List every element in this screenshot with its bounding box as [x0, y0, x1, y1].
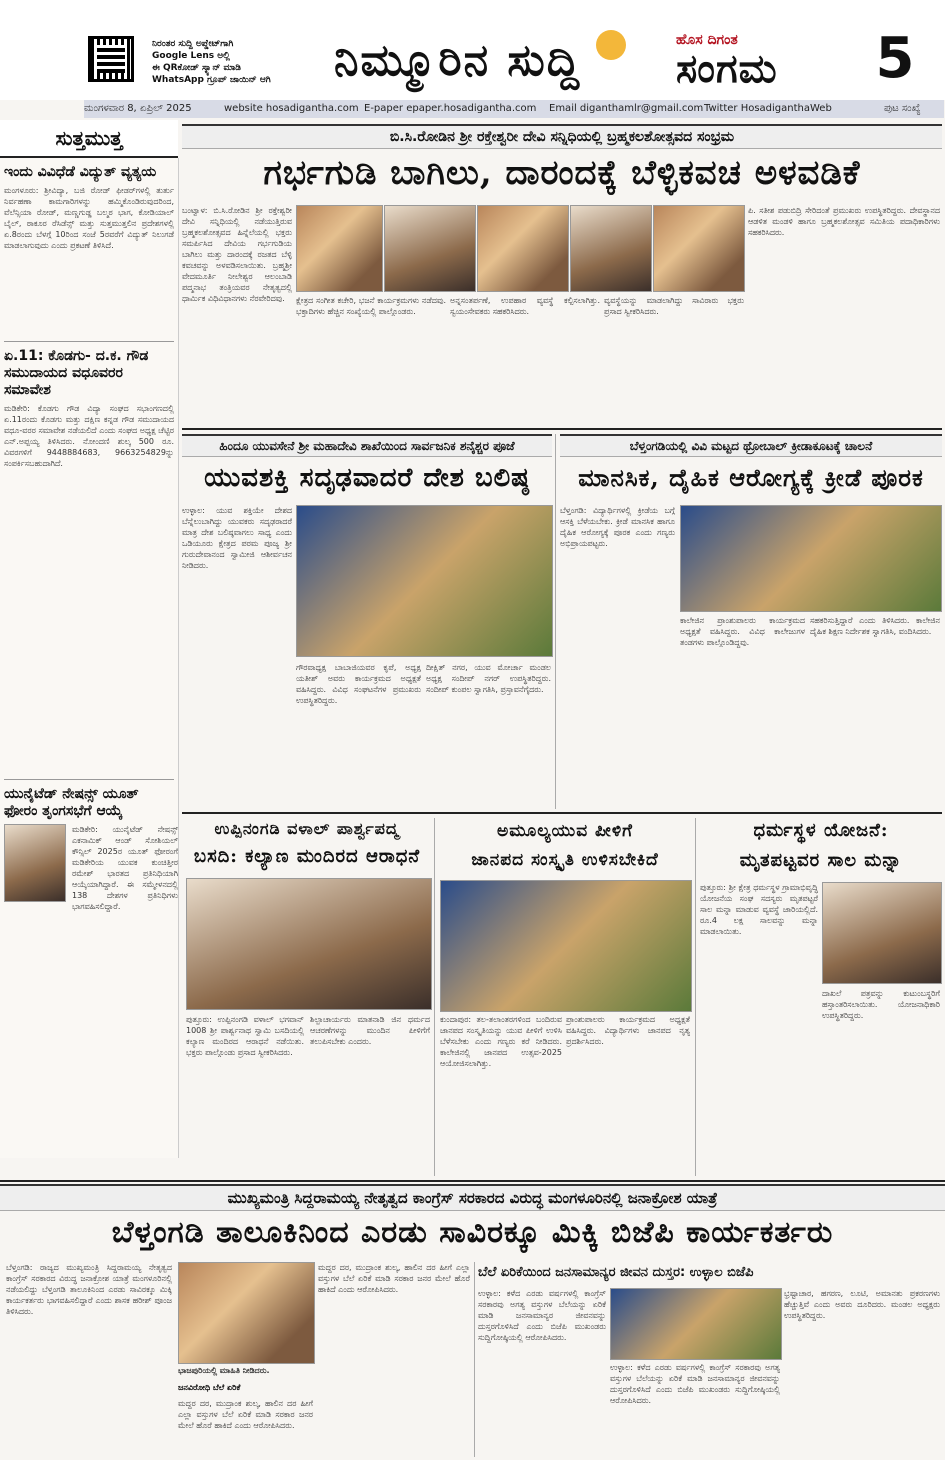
temple-photo-1 [296, 205, 383, 292]
yuva-headline: ಯುವಶಕ್ತಿ ಸದೃಢವಾದರೆ ದೇಶ ಬಲಿಷ್ಠ [204, 463, 530, 493]
bjp-right-kicker: ಬೆಲೆ ಏರಿಕೆಯಿಂದ ಜನಸಾಮಾನ್ಯರ ಜೀವನ ದುಸ್ತರ: ಉಳ್ಳಾಲ ಬಿಜೆಪಿ [478, 1265, 754, 1280]
yuva-text-left: ಉಳ್ಳಾಲ: ಯುವ ಶಕ್ತಿಯೇ ದೇಶದ ಬೆನ್ನೆಲುಬಾಗಿದ್ದು ಯುವಕರು ಸದೃಢರಾದರೆ ಮಾತ್ರ ದೇಶ ಬಲಿಷ್ಠವಾಗಲು ಸಾಧ್ಯ ಎಂದು ಒಡಿಯೂರು ಕ್ಷೇತ್ರದ ಪರಮ ಪೂಜ್ಯ ಶ್ರೀ ಗುರುದೇವಾನಂದ ಸ್ವಾಮೀಜಿ ಆಶೀರ್ವಚನ ನೀಡಿದರು. [182, 506, 292, 570]
sports-photo [680, 505, 942, 612]
basadi-text: ಪುತ್ತೂರು: ಉಪ್ಪಿನಂಗಡಿ ವಳಾಲ್ ಭಗವಾನ್ 1008 ಶ್ರೀ ಪಾರ್ಶ್ವನಾಥ ಸ್ವಾಮಿ ಬಸದಿಯಲ್ಲಿ ಕಲ್ಯಾಣ ಮಂದಿರದ ಆರಾಧನೆ ನಡೆಯಿತು. ಭಕ್ತರು ಪಾಲ್ಗೊಂಡು ಪ್ರಸಾದ ಸ್ವೀಕರಿಸಿದರು. [186, 1015, 304, 1057]
yuva-text-right: ದೀಕ್ಷಿತ್ ನಗರ, ಯುವ ಮೋರ್ಚಾ ಮಂಡಲ ಅಧ್ಯಕ್ಷ ಸಂದೀಪ್ ನಗರ್ ಉಪಸ್ಥಿತರಿದ್ದರು. ಸಂದೀಪ್ ಕುಂಪಲ ಸ್ವಾಗತಿಸಿ, ಪ್ರಸ್ತಾವನೆಗೈದರು. [426, 663, 551, 694]
lead-text-mid-1: ಕ್ಷೇತ್ರದ ಸಂಗೀತ ಕಚೇರಿ, ಭಜನೆ ಕಾರ್ಯಕ್ರಮಗಳು ನಡೆದವು. ಭಕ್ತಾದಿಗಳು ಹೆಚ್ಚಿನ ಸಂಖ್ಯೆಯಲ್ಲಿ ಪಾಲ್ಗೊಂಡರು. [296, 296, 446, 316]
basadi-headline-2: ಬಸದಿ: ಕಲ್ಯಾಣ ಮಂದಿರದ ಆರಾಧನೆ [193, 846, 421, 867]
bjp-text-right-mid: ಉಳ್ಳಾಲ: ಕಳೆದ ಎರಡು ವರ್ಷಗಳಲ್ಲಿ ಕಾಂಗ್ರೆಸ್ ಸರಕಾರವು ಅಗತ್ಯ ವಸ್ತುಗಳ ಬೆಲೆಯನ್ನು ಏರಿಕೆ ಮಾಡಿ ಜನಸಾಮಾನ್ಯರ ಜೀವನವನ್ನು ದುಸ್ತರಗೊಳಿಸಿದೆ ಎಂದು ಬಿಜೆಪಿ ಮುಖಂಡರು ಸುದ್ದಿಗೋಷ್ಠಿಯಲ್ಲಿ ಆರೋಪಿಸಿದರು. [610, 1363, 780, 1405]
sports-text-left: ಬೆಳ್ತಂಗಡಿ: ವಿದ್ಯಾರ್ಥಿಗಳಲ್ಲಿ ಕ್ರೀಡೆಯ ಬಗ್ಗೆ ಆಸಕ್ತಿ ಬೆಳೆಯಬೇಕು. ಕ್ರೀಡೆ ಮಾನಸಿಕ ಹಾಗೂ ದೈಹಿಕ ಆರೋಗ್ಯಕ್ಕೆ ಪೂರಕ ಎಂದು ಗಣ್ಯರು ಅಭಿಪ್ರಾಯಪಟ್ಟರು. [560, 506, 675, 548]
left-story-1-text: ಮಂಗಳೂರು: ಶ್ರೀವಿದ್ಯಾ, ಬಜಿ ರೋಡ್ ಫೀಡರ್‌ಗಳಲ್ಲಿ ತುರ್ತು ನಿರ್ವಹಣಾ ಕಾಮಗಾರಿಗಳನ್ನು ಹಮ್ಮಿಕೊಂಡಿರುವುದರಿಂದ, ವೆಲೆನ್ಸಿಯಾ ರೋಡ್, ಮಣ್ಣಗುಡ್ಡ ಬಲ್ಮಠ ಭಾಗ, ಕೋಡಿಯಾಲ್ ಬೈಲ್, ಠಾಕೂರ ರೆಸಿಡೆನ್ಸ್ ಮತ್ತು ಸುತ್ತಮುತ್ತಲಿನ ಪ್ರದೇಶಗಳಲ್ಲಿ ಏ.8ರಂದು ಬೆಳಗ್ಗೆ 10ರಿಂದ ಸಂಜೆ 5ರವರೆಗೆ ವಿದ್ಯುತ್ ನಿಲುಗಡೆ ಮಾಡಲಾಗುವುದು ಎಂದು ಪ್ರಕಟಣೆ ತಿಳಿಸಿದೆ. [4, 186, 174, 250]
left-story-3-headline: ಯುನೈಟೆಡ್ ನೇಷನ್ಸ್ ಯೂತ್ ಫೋರಂ ತೃಂಗಸಭೆಗೆ ಆಯ್ಕೆ [4, 786, 139, 819]
lead-kicker: ಬಿ.ಸಿ.ರೋಡಿನ ಶ್ರೀ ರಕ್ತೇಶ್ವರೀ ದೇವಿ ಸನ್ನಿಧಿಯಲ್ಲಿ ಬ್ರಹ್ಮಕಲಶೋತ್ಸವದ ಸಂಭ್ರಮ [182, 124, 942, 149]
temple-photo-5 [653, 205, 745, 292]
epaper-link[interactable]: E-paper epaper.hosadigantha.com [364, 103, 537, 114]
supplement-title: ಸಂಗಮ [676, 46, 778, 92]
info-bar [84, 100, 944, 118]
temple-photo-2 [384, 205, 476, 292]
temple-photo-4 [570, 205, 652, 292]
page-label: ಪುಟ ಸಂಖ್ಯೆ [884, 103, 921, 114]
dharmasthala-photo [822, 882, 942, 984]
bjp-photo [178, 1262, 315, 1364]
basadi-text-2: ಶಿಲ್ಪಾಚಾರ್ಯರು ಮಾತನಾಡಿ ಜಿನ ಧರ್ಮದ ಆಚರಣೆಗಳನ್ನು ಮುಂದಿನ ಪೀಳಿಗೆಗೆ ತಲುಪಿಸಬೇಕು ಎಂದರು. [310, 1015, 430, 1046]
lead-text-left: ಬಂಟ್ವಾಳ: ಬಿ.ಸಿ.ರೋಡಿನ ಶ್ರೀ ರಕ್ತೇಶ್ವರೀ ದೇವಿ ಸನ್ನಿಧಿಯಲ್ಲಿ ನಡೆಯುತ್ತಿರುವ ಬ್ರಹ್ಮಕಲಶೋತ್ಸವದ ಹಿನ್ನೆಲೆಯಲ್ಲಿ ಭಕ್ತರು ಸಮರ್ಪಿಸಿದ ದೇವಿಯ ಗರ್ಭಗುಡಿಯ ಬಾಗಿಲು ಮತ್ತು ದಾರಂದಕ್ಕೆ ರಜತದ ಬೆಳ್ಳಿ ಕವಚವನ್ನು ಅಳವಡಿಸಲಾಯಿತು. ಬ್ರಹ್ಮಶ್ರೀ ವೇದಮೂರ್ತಿ ನೀಲೇಶ್ವರ ಆಲಂಬಾಡಿ ಪದ್ಮನಾಭ ತಂತ್ರಿಯವರ ನೇತೃತ್ವದಲ್ಲಿ ಧಾರ್ಮಿಕ ವಿಧಿವಿಧಾನಗಳು ನೆರವೇರಿದವು. [182, 206, 292, 303]
dharmasthala-text: ಪುತ್ತೂರು: ಶ್ರೀ ಕ್ಷೇತ್ರ ಧರ್ಮಸ್ಥಳ ಗ್ರಾಮಾಭಿವೃದ್ಧಿ ಯೋಜನೆಯ ಸಂಘ ಸದಸ್ಯರು ಮೃತಪಟ್ಟರೆ ಸಾಲ ಮನ್ನಾ ಮಾಡುವ ವ್ಯವಸ್ಥೆ ಜಾರಿಯಲ್ಲಿದೆ. ರೂ.4 ಲಕ್ಷ ಸಾಲವನ್ನು ಮನ್ನಾ ಮಾಡಲಾಯಿತು. [700, 883, 818, 936]
section-tag: ಸುತ್ತಮುತ್ತ [0, 120, 178, 158]
sports-text-right: ಸಹಕರಿಸುತ್ತಿದ್ದಾರೆ ಎಂದು ತಿಳಿಸಿದರು. ಕಾಲೇಜಿನ ದೈಹಿಕ ಶಿಕ್ಷಣ ನಿರ್ದೇಶಕ ಸ್ವಾಗತಿಸಿ, ವಂದಿಸಿದರು. [810, 616, 940, 636]
left-story-2-headline: ಏ.11: ಕೊಡಗು- ದ.ಕ. ಗೌಡ ಸಮುದಾಯದ ವಧೂವರರ ಸಮಾವೇಶ [4, 348, 149, 398]
qr-text-1: ನಿರಂತರ ಸುದ್ದಿ ಅಪ್ಡೇಟ್‌ಗಾಗಿ [152, 39, 234, 49]
page-section-title: ನಿಮ್ಮೂರಿನ ಸುದ್ದಿ [334, 35, 582, 86]
dharmasthala-headline-1: ಧರ್ಮಸ್ಥಳ ಯೋಜನೆ: [753, 820, 889, 841]
lead-text-mid-2: ಅನ್ನಸಂತರ್ಪಣೆ, ಉಪಹಾರ ವ್ಯವಸ್ಥೆ ಕಲ್ಪಿಸಲಾಗಿತ್ತು. ಸ್ವಯಂಸೇವಕರು ಸಹಕರಿಸಿದರು. [450, 296, 600, 316]
page-number: 5 [875, 26, 915, 91]
left-column [0, 158, 179, 1158]
basadi-headline-1: ಉಪ್ಪಿನಂಗಡಿ ವಳಾಲ್ ಪಾರ್ಶ್ವಪದ್ಮ [214, 819, 400, 838]
sports-kicker: ಬೆಳ್ತಂಗಡಿಯಲ್ಲಿ ವಿವಿ ಮಟ್ಟದ ಥ್ರೋಬಾಲ್ ಕ್ರೀಡಾಕೂಟಕ್ಕೆ ಚಾಲನೆ [560, 434, 942, 457]
bjp-text-right-2: ಭ್ರಷ್ಟಾಚಾರ, ಹಗರಣ, ಲೂಟಿ, ಅಮಾನತು ಪ್ರಕರಣಗಳು ಹೆಚ್ಚುತ್ತಿವೆ ಎಂದು ಅವರು ದೂರಿದರು. ಮಂಡಲ ಅಧ್ಯಕ್ಷರು ಉಪಸ್ಥಿತರಿದ್ದರು. [784, 1289, 940, 1320]
lead-text-right: ಪಿ. ಸತೀಶ ಪಡುಬಿದ್ರಿ ಸೇರಿದಂತೆ ಪ್ರಮುಖರು ಉಪಸ್ಥಿತರಿದ್ದರು. ದೇವಸ್ಥಾನದ ಆಡಳಿತ ಮಂಡಳಿ ಹಾಗೂ ಬ್ರಹ್ಮಕಲಶೋತ್ಸವ ಸಮಿತಿಯ ಪದಾಧಿಕಾರಿಗಳು ಸಹಕರಿಸಿದರು. [748, 206, 940, 237]
bjp-press-photo [610, 1288, 782, 1360]
yuva-photo [296, 505, 553, 657]
edition-date: ಮಂಗಳವಾರ 8, ಏಪ್ರಿಲ್ 2025 [84, 103, 192, 114]
bjp-headline: ಬೆಳ್ತಂಗಡಿ ತಾಲೂಕಿನಿಂದ ಎರಡು ಸಾವಿರಕ್ಕೂ ಮಿಕ್ಕಿ ಬಿಜೆಪಿ ಕಾರ್ಯಕರ್ತರು [111, 1215, 834, 1250]
lead-text-mid-3: ವ್ಯವಸ್ಥೆಯನ್ನು ಮಾಡಲಾಗಿದ್ದು ಸಾವಿರಾರು ಭಕ್ತರು ಪ್ರಸಾದ ಸ್ವೀಕರಿಸಿದರು. [604, 296, 744, 316]
janapada-headline-2: ಜಾನಪದ ಸಂಸ್ಕೃತಿ ಉಳಿಸಬೇಕಿದೆ [471, 850, 659, 870]
qr-instructions [152, 38, 332, 86]
twitter-link[interactable]: Twitter HosadiganthaWeb [704, 103, 832, 114]
sun-icon [596, 30, 626, 60]
yuva-text-mid: ಗೌರವಾಧ್ಯಕ್ಷ ಬಾಬಾಜಿಯವರ ಕೃಪೆ, ಅಧ್ಯಕ್ಷ ಯತೀಶ್ ಅವರು ಕಾರ್ಯಕ್ರಮದ ಅಧ್ಯಕ್ಷತೆ ವಹಿಸಿದ್ದರು. ವಿವಿಧ ಸಂಘಟನೆಗಳ ಪ್ರಮುಖರು ಉಪಸ್ಥಿತರಿದ್ದರು. [296, 663, 421, 705]
dharmasthala-headline-2: ಮೃತಪಟ್ಟವರ ಸಾಲ ಮನ್ನಾ [739, 850, 903, 871]
website-link[interactable]: website hosadigantha.com [224, 103, 359, 114]
bjp-photo-caption: ಭಾಜಪುರಿಯಲ್ಲಿ ಮಾಹಿತಿ ನೀಡಿದರು. [178, 1366, 270, 1375]
janapada-text-2: ಪ್ರಾಂಶುಪಾಲರು ಕಾರ್ಯಕ್ರಮದ ಅಧ್ಯಕ್ಷತೆ ವಹಿಸಿದ್ದರು. ವಿದ್ಯಾರ್ಥಿಗಳು ಜಾನಪದ ನೃತ್ಯ ಪ್ರದರ್ಶಿಸಿದರು. [566, 1015, 690, 1046]
janapada-photo [440, 880, 692, 1012]
left-story-3-text: ಮಡಿಕೇರಿ: ಯುನೈಟೆಡ್ ನೇಷನ್ಸ್ ಎಕನಾಮಿಕ್ ಆಂಡ್ ಸೋಶಿಯಲ್ ಕೌನ್ಸಿಲ್ 2025ರ ಯೂತ್ ಫೋರಂಗೆ ಮಡಿಕೇರಿಯ ಯುವಕ ಕುಂಚಿತ್ತೀರ ರಮೇಶ್ ಭಾರತದ ಪ್ರತಿನಿಧಿಯಾಗಿ ಆಯ್ಕೆಯಾಗಿದ್ದಾರೆ. ಈ ಸಮ್ಮೇಳನದಲ್ಲಿ 138 ದೇಶಗಳ ಪ್ರತಿನಿಧಿಗಳು ಭಾಗವಹಿಸಲಿದ್ದಾರೆ. [72, 825, 178, 911]
masthead [0, 0, 945, 100]
email-link[interactable]: Email diganthamlr@gmail.com [549, 103, 704, 114]
lead-headline: ಗರ್ಭಗುಡಿ ಬಾಗಿಲು, ದಾರಂದಕ್ಕೆ ಬೆಳ್ಳಿಕವಚ ಅಳವಡಿಕೆ [263, 153, 861, 193]
sports-text-mid: ಕಾಲೇಜಿನ ಪ್ರಾಂಶುಪಾಲರು ಕಾರ್ಯಕ್ರಮದ ಅಧ್ಯಕ್ಷತೆ ವಹಿಸಿದ್ದರು. ವಿವಿಧ ಕಾಲೇಜುಗಳ ತಂಡಗಳು ಪಾಲ್ಗೊಂಡಿದ್ದವು. [680, 616, 805, 647]
left-story-2-text: ಮಡಿಕೇರಿ: ಕೊಡಗು ಗೌಡ ವಿದ್ಯಾ ಸಂಘದ ಸಭಾಂಗಣದಲ್ಲಿ ಏ.11ರಂದು ಕೊಡಗು ಮತ್ತು ದಕ್ಷಿಣ ಕನ್ನಡ ಗೌಡ ಸಮುದಾಯದ ವಧೂ-ವರರ ಸಮಾವೇಶ ನಡೆಯಲಿದೆ ಎಂದು ಸಂಘದ ಅಧ್ಯಕ್ಷ ಚೆಟ್ಟಿರ ಎನ್.ಅಪ್ಪಯ್ಯ ತಿಳಿಸಿದರು. ನೋಂದಣಿ ಶುಲ್ಕ 500 ರೂ. ವಿವರಗಳಿಗೆ 9448884683, 9663254829ನ್ನು ಸಂಪರ್ಕಿಸಬಹುದಾಗಿದೆ. [4, 404, 174, 468]
qr-text-2: Google Lens ಅಲ್ಲಿ [152, 51, 230, 61]
janapada-headline-1: ಅಮೂಲ್ಯಯುವ ಪೀಳಿಗೆ [497, 821, 633, 841]
dharmasthala-text-2: ದಾಖಲೆ ಪತ್ರವನ್ನು ಕುಟುಂಬಸ್ಥರಿಗೆ ಹಸ್ತಾಂತರಿಸಲಾಯಿತು. ಯೋಜನಾಧಿಕಾರಿ ಉಪಸ್ಥಿತರಿದ್ದರು. [822, 989, 940, 1020]
person-photo [4, 824, 66, 902]
yuva-kicker: ಹಿಂದೂ ಯುವಸೇನೆ ಶ್ರೀ ಮಹಾದೇವಿ ಶಾಖೆಯಿಂದ ಸಾರ್ವಜನಿಕ ಶನೈಶ್ಚರ ಪೂಜೆ [182, 434, 552, 457]
bjp-text-right: ಉಳ್ಳಾಲ: ಕಳೆದ ಎರಡು ವರ್ಷಗಳಲ್ಲಿ ಕಾಂಗ್ರೆಸ್ ಸರಕಾರವು ಅಗತ್ಯ ವಸ್ತುಗಳ ಬೆಲೆಯನ್ನು ಏರಿಕೆ ಮಾಡಿ ಜನಸಾಮಾನ್ಯರ ಜೀವನವನ್ನು ದುಸ್ತರಗೊಳಿಸಿದೆ ಎಂದು ಬಿಜೆಪಿ ಮುಖಂಡರು ಸುದ್ದಿಗೋಷ್ಠಿಯಲ್ಲಿ ಆರೋಪಿಸಿದರು. [478, 1289, 606, 1342]
bjp-sub-head: ಜನವಿರೋಧಿ ಬೆಲೆ ಏರಿಕೆ [178, 1383, 241, 1392]
qr-code[interactable] [88, 36, 134, 82]
sports-headline: ಮಾನಸಿಕ, ದೈಹಿಕ ಆರೋಗ್ಯಕ್ಕೆ ಕ್ರೀಡೆ ಪೂರಕ [578, 463, 924, 492]
janapada-text: ಕುಂದಾಪುರ: ತಲ-ತಲಾಂತರಗಳಿಂದ ಬಂದಿರುವ ಜಾನಪದ ಸಂಸ್ಕೃತಿಯನ್ನು ಯುವ ಪೀಳಿಗೆ ಉಳಿಸಿ ಬೆಳೆಸಬೇಕು ಎಂದು ಗಣ್ಯರು ಕರೆ ನೀಡಿದರು. ಕಾಲೇಜಿನಲ್ಲಿ ಜಾನಪದ ಉತ್ಸವ-2025 ಆಯೋಜಿಸಲಾಗಿತ್ತು. [440, 1015, 562, 1068]
qr-text-3: ಈ QRಕೋಡ್ ಸ್ಕ್ಯಾನ್ ಮಾಡಿ [152, 63, 241, 73]
bjp-text-sub: ಮದ್ದರ ದರ, ಮುದ್ರಾಂಕ ಶುಲ್ಕ, ಹಾಲಿನ ದರ ಹೀಗೆ ಎಲ್ಲಾ ವಸ್ತುಗಳ ಬೆಲೆ ಏರಿಕೆ ಮಾಡಿ ಸರಕಾರ ಜನರ ಮೇಲೆ ಹೊರೆ ಹಾಕಿದೆ ಎಂದು ಆರೋಪಿಸಿದರು. [178, 1399, 313, 1430]
basadi-photo [186, 878, 432, 1010]
bjp-text-left: ಬೆಳ್ತಂಗಡಿ: ರಾಜ್ಯದ ಮುಖ್ಯಮಂತ್ರಿ ಸಿದ್ದರಾಮಯ್ಯ ನೇತೃತ್ವದ ಕಾಂಗ್ರೆಸ್ ಸರಕಾರದ ವಿರುದ್ಧ ಜನಾಕ್ರೋಶ ಯಾತ್ರೆ ಮಂಗಳೂರಿನಲ್ಲಿ ನಡೆಯಲಿದ್ದು ಬೆಳ್ತಂಗಡಿ ತಾಲೂಕಿನಿಂದ ಎರಡು ಸಾವಿರಕ್ಕೂ ಮಿಕ್ಕಿ ಕಾರ್ಯಕರ್ತರು ಭಾಗವಹಿಸಲಿದ್ದಾರೆ ಎಂದು ಶಾಸಕ ಹರೀಶ್ ಪೂಂಜ ತಿಳಿಸಿದರು. [6, 1263, 172, 1316]
bjp-kicker: ಮುಖ್ಯಮಂತ್ರಿ ಸಿದ್ದರಾಮಯ್ಯ ನೇತೃತ್ವದ ಕಾಂಗ್ರೆಸ್ ಸರಕಾರದ ವಿರುದ್ಧ ಮಂಗಳೂರಿನಲ್ಲಿ ಜನಾಕ್ರೋಶ ಯಾತ್ರೆ [0, 1184, 945, 1211]
left-story-1-headline: ಇಂದು ವಿವಿಧೆಡೆ ವಿದ್ಯುತ್ ವ್ಯತ್ಯಯ [4, 164, 157, 180]
brand-name: ಹೊಸ ದಿಗಂತ [676, 32, 738, 48]
qr-text-4: WhatsApp ಗ್ರೂಪ್ ಜಾಯಿನ್ ಆಗಿ [152, 75, 271, 85]
temple-photo-3 [477, 205, 569, 292]
bjp-text-mid: ಮದ್ದರ ದರ, ಮುದ್ರಾಂಕ ಶುಲ್ಕ, ಹಾಲಿನ ದರ ಹೀಗೆ ಎಲ್ಲಾ ವಸ್ತುಗಳ ಬೆಲೆ ಏರಿಕೆ ಮಾಡಿ ಸರಕಾರ ಜನರ ಮೇಲೆ ಹೊರೆ ಹಾಕಿದೆ ಎಂದು ಆರೋಪಿಸಿದರು. [318, 1263, 470, 1294]
